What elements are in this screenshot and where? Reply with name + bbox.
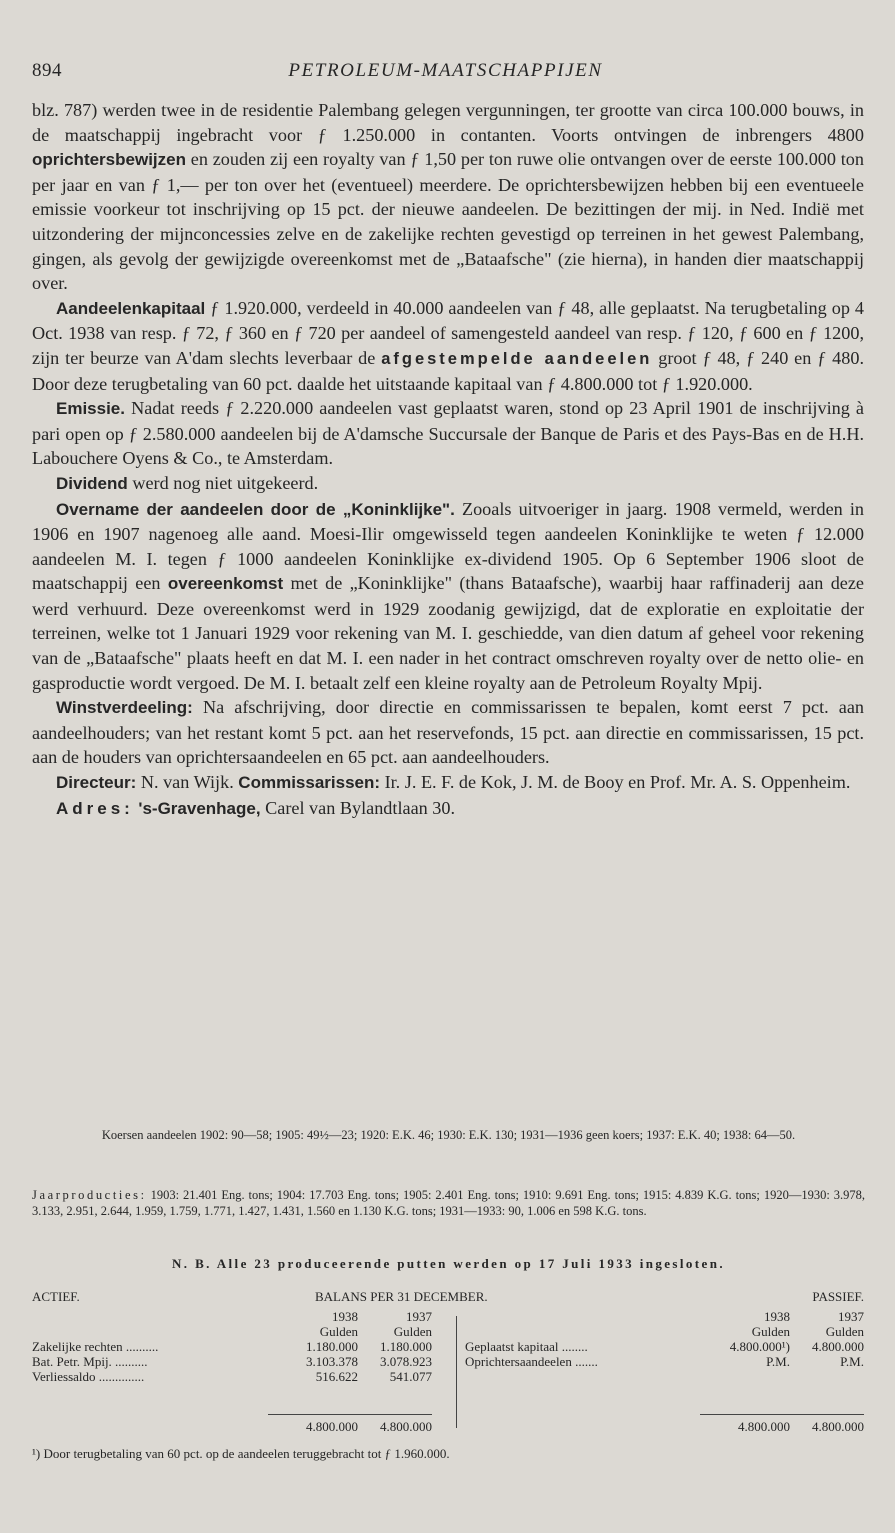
page-number: 894 [32, 60, 62, 81]
jaarproducties-note: Jaarproducties: 1903: 21.401 Eng. tons; 1904: 17.703 Eng. tons; 1905: 2.401 Eng. tons; 1910: 9.691 Eng. tons; 1915: 4.839 K.G. tons; 1920—1930: 3.978, 3.133, 2.951, 2.644, 1.959, 1.759, 1.771, 1.427, 1.431, 1.560 en 1.130 K.G. tons; 1931—1933: 90, 1.006 en 598 K.G. tons. [32, 1188, 865, 1218]
balance-sheet [32, 1289, 864, 1434]
body-text [32, 98, 864, 821]
paragraph-aandeelenkapitaal: Aandeelenkapitaal ƒ 1.920.000, verdeeld in 40.000 aandeelen van ƒ 48, alle geplaatst. Na terugbetaling op 4 Oct. 1938 van resp. ƒ 72, ƒ 360 en ƒ 720 per aandeel of samengesteld aandeel van resp. ƒ 120, ƒ 600 en ƒ 1200, zijn ter beurze van A'dam slechts leverbaar de afgestempelde aandeelen groot ƒ 48, ƒ 240 en ƒ 480. Door deze terugbetaling van 60 pct. daalde het uitstaande kapitaal van ƒ 4.800.000 tot ƒ 1.920.000. [32, 297, 865, 394]
actief-label: ACTIEF. [32, 1289, 80, 1304]
paragraph-winstverdeeling: Winstverdeeling: Na afschrijving, door directie en commissarissen te bepalen, komt eerst 7 pct. aan aandeelhouders; van het restant komt 5 pct. aan het reservefonds, 15 pct. aan directie en commissarissen, 15 pct. aan de houders van oprichtersaandeelen en 65 pct. aan aandeelhouders. [32, 697, 865, 768]
total-rule [700, 1414, 864, 1415]
paragraph-dividend: Dividend werd nog niet uitgekeerd. [56, 472, 319, 493]
year-header: 1938 1937 [764, 1309, 864, 1324]
table-row: Zakelijke rechten .......... 1.180.000 1.180.000 [32, 1339, 432, 1354]
balance-divider [456, 1316, 457, 1428]
unit-header: Gulden Gulden [751, 1324, 864, 1339]
total-row: 4.800.000 4.800.000 [738, 1419, 864, 1434]
koersen-note: Koersen aandeelen 1902: 90—58; 1905: 49½—23; 1920: E.K. 46; 1930: E.K. 130; 1931—1936 geen koers; 1937: E.K. 40; 1938: 64—50. [101, 1128, 796, 1142]
balance-title: BALANS PER 31 DECEMBER. [315, 1289, 488, 1304]
passief-label: PASSIEF. [812, 1289, 864, 1304]
nb-note: N. B. Alle 23 produceerende putten werden op 17 Juli 1933 ingesloten. [172, 1256, 725, 1271]
paragraph-emissie: Emissie. Nadat reeds ƒ 2.220.000 aandeelen vast geplaatst waren, stond op 23 April 1901 de inschrijving à pari open op ƒ 2.580.000 aandeelen bij de A'damsche Succursale der Banque de Paris et des Pays-Bas en de H.H. Labouchere Oyens & Co., te Amsterdam. [32, 398, 865, 469]
total-row: 4.800.000 4.800.000 [306, 1419, 432, 1434]
table-row: Verliessaldo .............. 516.622 541.077 [32, 1369, 432, 1384]
total-rule [268, 1414, 432, 1415]
actief-column [32, 1309, 432, 1434]
year-header: 1938 1937 [332, 1309, 432, 1324]
footnote: ¹) Door terugbetaling van 60 pct. op de aandeelen teruggebracht tot ƒ 1.960.000. [32, 1446, 450, 1461]
running-title: PETROLEUM-MAATSCHAPPIJEN [288, 60, 603, 81]
paragraph-overname: Overname der aandeelen door de „Koninklijke". Zooals uitvoeriger in jaarg. 1908 vermeld, werden in 1906 en 1907 nagenoeg alle aand. Moesi-Ilir omgewisseld tegen aandeelen Koninklijke te weten ƒ 12.000 aandeelen M. I. tegen ƒ 1000 aandeelen Koninklijke ex-dividend 1905. Op 6 September 1906 sloot de maatschappij een overeenkomst met de „Koninklijke" (thans Bataafsche), waarbij haar raffinaderij aan deze werd verhuurd. Deze overeenkomst werd in 1929 zoodanig gewijzigd, dat de exploratie en exploitatie der terreinen, welke tot 1 Januari 1929 voor rekening van M. I. geschiedde, van dien datum af geheel voor rekening van de „Bataafsche" plaats heeft en dat M. I. een nader in het contract omschreven royalty over de netto olie- en gasproductie wordt vergoed. De M. I. betaalt zelf een kleine royalty aan de Petroleum Royalty Mpij. [32, 498, 865, 693]
paragraph-adres: Adres: 's-Gravenhage, Carel van Bylandtlaan 30. [56, 797, 456, 818]
balance-header [32, 1290, 864, 1308]
table-row: Bat. Petr. Mpij. .......... 3.103.378 3.078.923 [32, 1354, 432, 1369]
page-header [32, 56, 859, 90]
paragraph-history: blz. 787) werden twee in de residentie Palembang gelegen vergunningen, ter grootte van circa 100.000 bouws, in de maatschappij ingebracht voor ƒ 1.250.000 in contanten. Voorts ontvingen de inbrengers 4800 oprichtersbewijzen en zouden zij een royalty van ƒ 1,50 per ton ruwe olie ontvangen over de eerste 100.000 ton per jaar en van ƒ 1,— per ton over het (eventueel) meerdere. De oprichtersbewijzen hebben bij een eventueele emissie voorkeur tot inschrijving op 15 pct. der nieuwe aandeelen. De bezittingen der mij. in Ned. Indië met uitzondering der mijnconcessies zelve en de zakelijke rechten gevestigd op terreinen in het gewest Palembang, gingen, als gevolg der gewijzigde overeenkomst met de „Bataafsche" (zie hierna), in handen dier maatschappij over. [32, 100, 864, 294]
table-row: Oprichtersaandeelen ....... P.M. P.M. [465, 1354, 864, 1369]
unit-header: Gulden Gulden [319, 1324, 432, 1339]
passief-column [465, 1309, 864, 1434]
table-row: Geplaatst kapitaal ........ 4.800.000¹) 4.800.000 [465, 1339, 864, 1354]
paragraph-directie: Directeur: N. van Wijk. Commissarissen: Ir. J. E. F. de Kok, J. M. de Booy en Prof. Mr. A. S. Oppenheim. [56, 772, 851, 793]
